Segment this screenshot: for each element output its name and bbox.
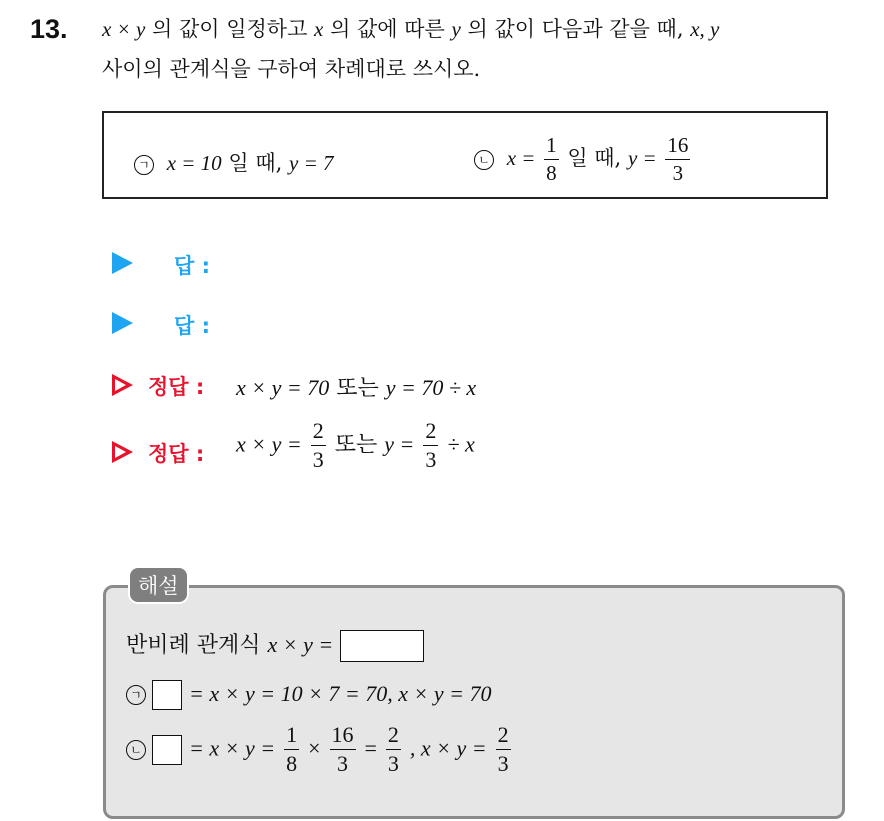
question-line-2: 사이의 관계식을 구하여 차례대로 쓰시오.: [102, 57, 481, 81]
question-number: 13.: [30, 14, 68, 44]
circle-marker-a: ㄱ: [134, 155, 154, 175]
blank-box-a[interactable]: [152, 680, 182, 710]
correct-answer-label-2: 정답 :: [148, 442, 205, 466]
answer2-connector: 또는: [334, 432, 378, 458]
equals-sign: =: [364, 735, 377, 761]
answer-prompt-1[interactable]: [112, 252, 133, 274]
question-text-2: 의 값에 따른: [330, 17, 445, 41]
condition-a-x: x = 10: [166, 151, 222, 175]
outline-triangle-icon: [112, 441, 133, 463]
condition-b-x-lhs: x =: [506, 146, 536, 170]
vars-xy: x, y: [690, 17, 720, 41]
explanation-line1-expr: x × y =: [267, 632, 334, 657]
condition-b-text: 일 때,: [567, 146, 622, 170]
var-x: x: [314, 17, 324, 41]
explanation-line3-mid: , x × y =: [409, 735, 487, 761]
answer2-lhs: x × y =: [236, 431, 302, 457]
explanation-box: [103, 585, 845, 819]
correct-answer-expr-1: [236, 371, 476, 402]
fraction-sixteen-thirds: $\frac{16}{3}$: [331, 722, 354, 776]
explanation-line-2: [126, 680, 491, 710]
condition-a-text: 일 때,: [228, 151, 283, 175]
explanation-line2-expr: = x × y = 10 × 7 = 70, x × y = 70: [189, 681, 492, 706]
fraction-sixteen-thirds: $\frac{16}{3}$: [667, 133, 689, 185]
condition-a-y: y = 7: [289, 151, 334, 175]
times-sign: ×: [308, 735, 321, 761]
condition-b: [474, 135, 692, 184]
answer-label-1: 답 :: [174, 254, 210, 278]
answer1-part1: x × y = 70: [236, 375, 330, 400]
fraction-two-thirds: $\frac{2}{3}$: [312, 418, 324, 472]
question-line-1: [102, 12, 719, 46]
fraction-two-thirds-rhs: $\frac{2}{3}$: [425, 418, 437, 472]
correct-answer-marker-1: [112, 374, 133, 396]
fraction-two-thirds-final: $\frac{2}{3}$: [497, 722, 509, 776]
explanation-label: 해설: [128, 566, 189, 604]
correct-answer-expr-2: [236, 420, 475, 471]
outline-triangle-icon: [112, 374, 133, 396]
explanation-line1-text: 반비례 관계식: [126, 633, 261, 658]
circle-marker-b: ㄴ: [126, 740, 146, 760]
correct-answer-marker-2: [112, 441, 133, 463]
question-text-1: 의 값이 일정하고: [152, 17, 308, 41]
question-text-3: 의 값이 다음과 같을 때,: [467, 17, 684, 41]
condition-b-y-lhs: y =: [627, 146, 657, 170]
play-triangle-icon: [112, 312, 133, 334]
fraction-two-thirds: $\frac{2}{3}$: [387, 722, 399, 776]
circle-marker-a: ㄱ: [126, 685, 146, 705]
answer1-connector: 또는: [336, 376, 379, 401]
explanation-line-1: [126, 628, 424, 662]
fraction-one-eighth: $\frac{1}{8}$: [546, 133, 557, 185]
correct-answer-label-1: 정답 :: [148, 375, 205, 399]
answer2-rhs-lhs: y =: [384, 431, 415, 457]
play-triangle-icon: [112, 252, 133, 274]
explanation-line3-head: = x × y =: [189, 735, 276, 761]
condition-box: [102, 111, 828, 199]
answer2-tail: ÷ x: [447, 431, 475, 457]
answer-blank-box[interactable]: [340, 630, 424, 662]
fraction-one-eighth: $\frac{1}{8}$: [286, 722, 298, 776]
explanation-line-3: [126, 724, 513, 775]
answer1-part2: y = 70 ÷ x: [385, 375, 477, 400]
var-y: y: [451, 17, 461, 41]
expr-x-times-y: x × y: [102, 17, 146, 41]
answer-label-2: 답 :: [174, 314, 210, 338]
condition-a: [134, 147, 334, 177]
circle-marker-b: ㄴ: [474, 150, 494, 170]
blank-box-b[interactable]: [152, 735, 182, 765]
answer-prompt-2[interactable]: [112, 312, 133, 334]
